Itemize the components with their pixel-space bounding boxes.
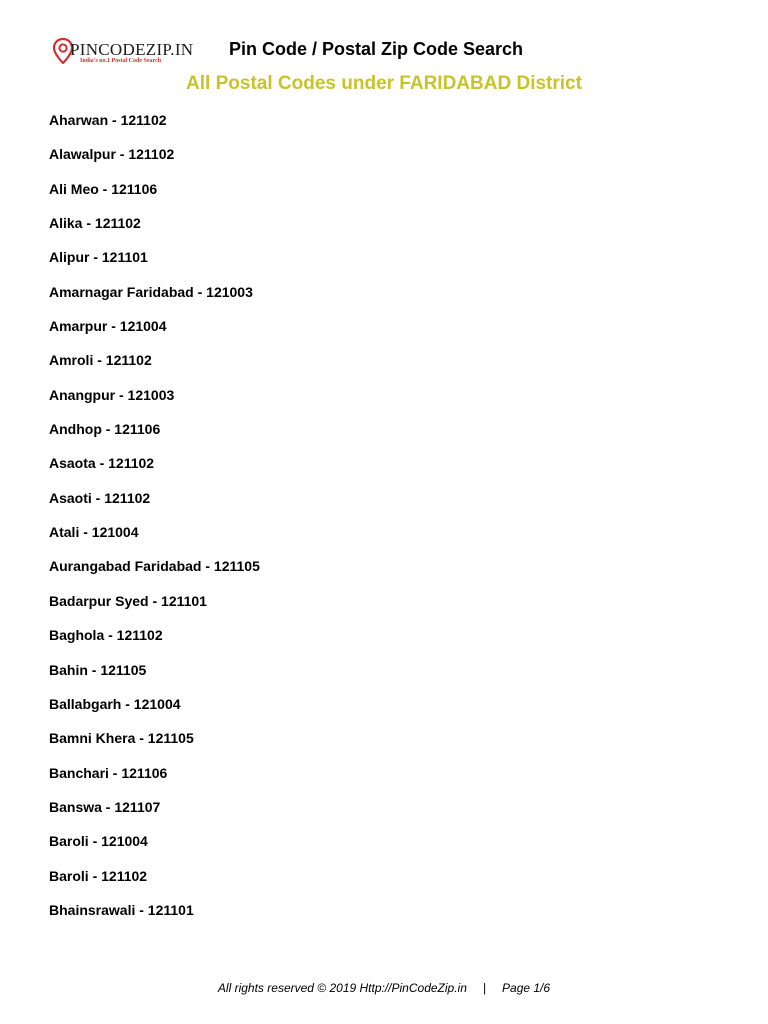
list-item: Asaoti - 121102 (49, 489, 151, 506)
postal-code-list (49, 112, 260, 936)
logo-tagline: India's no.1 Postal Code Search (80, 58, 162, 64)
list-item: Bahin - 121105 (49, 661, 147, 678)
list-item: Baroli - 121004 (49, 833, 148, 850)
list-item: Amarnagar Faridabad - 121003 (49, 283, 253, 300)
list-item: Anangpur - 121003 (49, 386, 175, 403)
list-item: Alipur - 121101 (49, 249, 148, 266)
list-item: Bamni Khera - 121105 (49, 730, 194, 747)
logo-wordmark: PINCODEZIP.IN (70, 40, 194, 59)
list-item: Atali - 121004 (49, 524, 139, 541)
list-item: Bhainsrawali - 121101 (49, 901, 194, 918)
list-item: Aharwan - 121102 (49, 112, 167, 128)
list-item: Amroli - 121102 (49, 352, 152, 369)
list-item: Baroli - 121102 (49, 867, 148, 884)
page-header (52, 36, 572, 72)
list-item: Ali Meo - 121106 (49, 180, 158, 197)
list-item: Badarpur Syed - 121101 (49, 592, 207, 609)
list-item: Asaota - 121102 (49, 455, 155, 472)
list-item: Banswa - 121107 (49, 798, 161, 815)
list-item: Alawalpur - 121102 (49, 146, 175, 163)
list-item: Amarpur - 121004 (49, 318, 167, 335)
page-number: Page 1/6 (502, 981, 551, 995)
copyright-text: All rights reserved © 2019 Http://PinCodeZip.in (217, 981, 467, 995)
list-item: Banchari - 121106 (49, 764, 168, 781)
site-title: Pin Code / Postal Zip Code Search (229, 39, 524, 59)
site-logo[interactable] (52, 36, 212, 70)
list-item: Aurangabad Faridabad - 121105 (49, 558, 260, 575)
list-item: Ballabgarh - 121004 (49, 695, 181, 712)
list-item: Alika - 121102 (49, 215, 141, 232)
page-footer (0, 981, 768, 995)
footer-separator: | (482, 981, 487, 995)
list-item: Baghola - 121102 (49, 627, 163, 644)
page-title: All Postal Codes under FARIDABAD District (186, 73, 582, 94)
list-item: Andhop - 121106 (49, 421, 161, 438)
